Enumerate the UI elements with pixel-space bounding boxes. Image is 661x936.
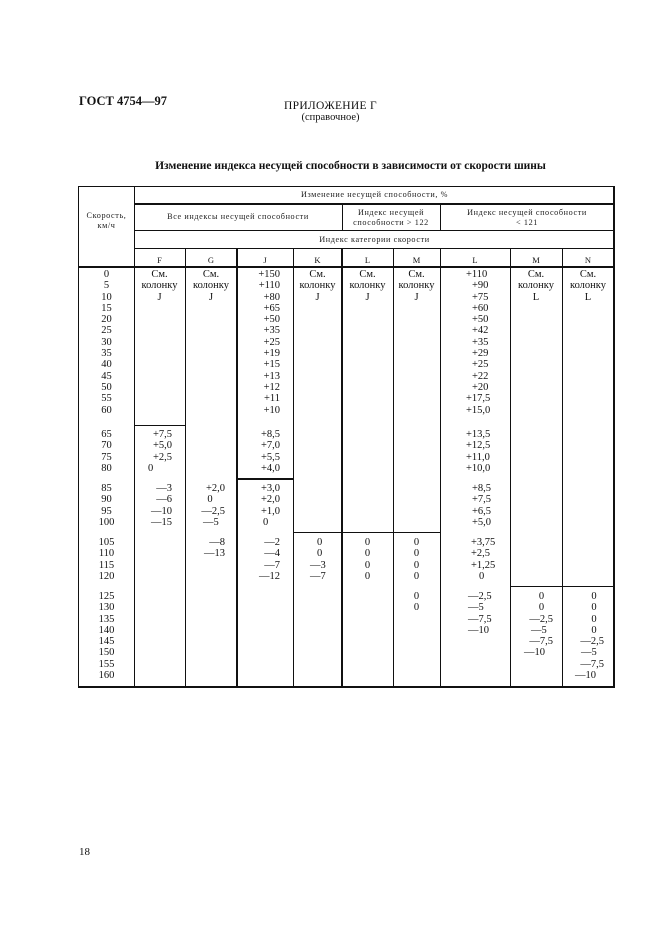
table-bottom-border <box>78 686 615 688</box>
J-col-group-1 <box>237 269 280 416</box>
data-cell: +12 <box>263 381 280 393</box>
data-cell: +2,0 <box>205 483 225 494</box>
data-cell: 0 <box>413 602 420 614</box>
data-cell: —5 <box>531 624 547 636</box>
col-header-J: J <box>263 255 267 265</box>
data-cell: —12 <box>259 570 280 582</box>
data-cell: +80 <box>263 291 280 303</box>
data-cell: +11,0 <box>466 451 490 463</box>
column-ref: J <box>414 291 419 303</box>
data-cell: —2,5 <box>201 505 225 517</box>
column-ref: J <box>208 291 214 303</box>
J-col-group-4 <box>237 537 280 582</box>
data-cell: +10,0 <box>466 462 491 474</box>
column-ref: L <box>532 291 540 303</box>
column-ref: J <box>315 291 320 303</box>
L2-col-group-3 <box>466 483 510 528</box>
group-header-gt122-line1: Индекс несущей <box>357 208 425 217</box>
group-header-lt121-line1: Индекс несущей способности <box>467 208 587 217</box>
data-cell: +8,5 <box>260 429 280 440</box>
data-cell: 0 <box>364 559 371 571</box>
speed-cell: 145 <box>98 636 115 648</box>
col-header-G: G <box>207 255 215 265</box>
data-cell: —15 <box>151 516 172 528</box>
data-cell: —2 <box>264 537 280 548</box>
data-cell: 0 <box>263 516 269 528</box>
L2-col-group-5 <box>468 591 510 636</box>
speed-cell: 10 <box>101 291 112 303</box>
col-header-F: F <box>157 255 162 265</box>
step-line-KLM <box>293 532 441 533</box>
L-col-group-4 <box>342 537 393 582</box>
F-col-group-3 <box>134 483 172 528</box>
G-col-group-4 <box>185 537 225 560</box>
speed-cell: 60 <box>101 404 112 416</box>
speed-cell: 150 <box>98 647 115 659</box>
column-label: колонку <box>141 280 178 292</box>
step-line-G <box>236 478 294 480</box>
data-cell: +12,5 <box>466 440 491 452</box>
speed-cell: 80 <box>101 462 112 474</box>
column-label: колонку <box>299 280 336 292</box>
M2-col-group-5 <box>510 591 553 659</box>
speed-col-group-5 <box>79 591 134 681</box>
speed-col-group-4 <box>79 537 134 582</box>
data-cell: 0 <box>364 537 371 548</box>
data-cell: +3,75 <box>471 537 496 548</box>
data-cell: +42 <box>472 325 489 337</box>
speed-cell: 90 <box>101 494 112 506</box>
data-cell: +65 <box>263 302 280 314</box>
K-col-group-4 <box>310 537 340 582</box>
data-cell: —5 <box>203 516 219 528</box>
document-code: ГОСТ 4754—97 <box>79 94 168 108</box>
J-col-group-3 <box>237 483 280 528</box>
data-cell: 0 <box>413 559 420 571</box>
col-header-N: N <box>584 255 592 265</box>
data-cell: —7,5 <box>529 636 553 648</box>
data-cell: —7,5 <box>580 658 604 670</box>
N-see-column-L <box>562 269 614 303</box>
data-cell: 0 <box>591 591 597 602</box>
group-header-gt122-line2: способности > 122 <box>353 218 429 227</box>
data-cell: —7 <box>310 570 326 582</box>
table-top-border <box>78 186 615 187</box>
K-see-column-J <box>293 269 342 303</box>
data-cell: +75 <box>472 291 489 303</box>
table-title: Изменение индекса несущей способности в зависимости от скорости шины <box>155 160 546 172</box>
L2-col-group-1 <box>466 269 510 416</box>
data-cell: +110 <box>466 269 488 280</box>
data-cell: —5 <box>468 602 484 614</box>
data-cell: +1,25 <box>471 559 496 571</box>
G-col-group-3 <box>185 483 225 528</box>
column-ref: J <box>157 291 162 303</box>
speed-cell: 35 <box>101 348 112 360</box>
col-header-L: L <box>364 255 371 265</box>
see-label: См. <box>579 269 597 280</box>
data-cell: +35 <box>263 325 280 337</box>
column-label: колонку <box>193 280 229 292</box>
col-header-M2: M <box>532 255 540 265</box>
data-cell: 0 <box>317 537 323 548</box>
data-cell: +8,5 <box>472 483 492 494</box>
header-divider-3 <box>134 248 615 249</box>
speed-cell: 45 <box>101 370 112 382</box>
data-cell: +19 <box>263 348 280 360</box>
speed-cell: 0 <box>103 269 110 280</box>
data-cell: —3 <box>156 483 172 494</box>
data-cell: —2,5 <box>468 591 492 602</box>
data-cell: —7,5 <box>468 613 492 625</box>
column-ref: L <box>584 291 592 303</box>
see-label: См. <box>202 269 220 280</box>
speed-cell: 75 <box>101 451 112 463</box>
page-number: 18 <box>79 846 90 858</box>
speed-category-header: Индекс категории скорости <box>319 235 430 244</box>
col-divider-J-K <box>293 248 294 688</box>
speed-cell: 160 <box>98 670 115 682</box>
F-col-group-2 <box>134 429 172 474</box>
group-header-gt122 <box>342 208 440 228</box>
data-cell: 0 <box>364 548 371 560</box>
speed-cell: 5 <box>103 280 110 292</box>
speed-cell: 130 <box>98 602 115 614</box>
data-cell: +15 <box>263 359 280 371</box>
M2-see-column-L <box>510 269 562 303</box>
group-header-all: Все индексы несущей способности <box>167 212 309 221</box>
data-cell: —13 <box>204 548 225 560</box>
data-cell: +90 <box>472 280 489 292</box>
speed-cell: 120 <box>98 570 115 582</box>
data-cell: 0 <box>479 570 485 582</box>
column-label: колонку <box>518 280 554 292</box>
speed-cell: 95 <box>101 505 112 517</box>
L-see-column-J <box>342 269 393 303</box>
speed-cell: 55 <box>101 393 112 405</box>
col-header-L2: L <box>472 255 478 265</box>
see-label: См. <box>408 269 425 280</box>
data-cell: —5 <box>581 647 597 659</box>
data-cell: —4 <box>264 548 280 560</box>
header-bottom-border <box>78 266 615 268</box>
speed-cell: 125 <box>98 591 115 602</box>
appendix-subtitle: (справочное) <box>301 112 360 123</box>
data-cell: +10 <box>263 404 280 416</box>
data-cell: +13 <box>263 370 280 382</box>
data-cell: 0 <box>538 602 545 614</box>
group-header-lt121-line2: < 121 <box>516 218 538 227</box>
data-cell: +15,0 <box>466 404 491 416</box>
col-divider-L-M <box>393 248 394 688</box>
M-col-group-5 <box>393 591 440 614</box>
step-line-M2N <box>510 586 614 587</box>
data-cell: +2,5 <box>152 451 172 463</box>
J-col-group-2 <box>237 429 280 474</box>
speed-col-group-3 <box>79 483 134 528</box>
N-col-group-5 <box>562 591 604 681</box>
data-cell: +25 <box>472 359 489 371</box>
data-cell: 0 <box>591 602 597 614</box>
see-label: См. <box>527 269 545 280</box>
data-cell: +17,5 <box>466 393 491 405</box>
data-cell: +5,0 <box>472 516 492 528</box>
speed-cell: 65 <box>101 429 112 440</box>
col-divider-M-L2 <box>440 248 441 688</box>
col-header-M: M <box>412 255 421 265</box>
data-cell: —7 <box>264 559 280 571</box>
speed-cell: 110 <box>98 548 115 560</box>
data-cell: +110 <box>258 280 280 292</box>
data-cell: —10 <box>468 624 489 636</box>
M-col-group-4 <box>393 537 440 582</box>
speed-cell: 50 <box>101 381 112 393</box>
data-cell: 0 <box>413 537 420 548</box>
speed-header <box>79 211 134 231</box>
L2-col-group-4 <box>471 537 510 582</box>
data-cell: +7,0 <box>260 440 280 452</box>
group-header-lt121 <box>440 208 614 228</box>
data-cell: 0 <box>317 548 323 560</box>
M-see-column-J <box>393 269 440 303</box>
see-label: См. <box>151 269 168 280</box>
data-cell: +5,5 <box>260 451 280 463</box>
data-cell: +22 <box>472 370 489 382</box>
data-cell: 0 <box>591 613 597 625</box>
see-label: См. <box>309 269 326 280</box>
speed-cell: 85 <box>101 483 112 494</box>
F-see-column-J <box>134 269 185 303</box>
speed-cell: 30 <box>101 336 112 348</box>
L2-col-group-2 <box>466 429 510 474</box>
data-cell: +6,5 <box>472 505 492 517</box>
data-cell: —10 <box>575 670 596 682</box>
step-line-F <box>134 425 186 426</box>
data-cell: +25 <box>263 336 280 348</box>
data-cell: +35 <box>472 336 489 348</box>
speed-cell: 155 <box>98 658 115 670</box>
data-cell: +2,5 <box>471 548 491 560</box>
data-cell: 0 <box>591 624 597 636</box>
data-cell: 0 <box>413 591 420 602</box>
data-cell: 0 <box>413 570 420 582</box>
data-cell: +3,0 <box>260 483 280 494</box>
data-cell: +11 <box>263 393 280 405</box>
column-label: колонку <box>349 280 386 292</box>
speed-header-label: Скорость, км/ч <box>86 211 127 230</box>
data-cell: +150 <box>258 269 280 280</box>
speed-cell: 140 <box>98 624 115 636</box>
data-cell: +29 <box>472 348 489 360</box>
data-cell: +20 <box>472 381 489 393</box>
appendix-title: ПРИЛОЖЕНИЕ Г <box>284 100 377 112</box>
data-cell: +7,5 <box>152 429 172 440</box>
speed-cell: 105 <box>98 537 115 548</box>
data-cell: +2,0 <box>260 494 280 506</box>
col-divider-F-G <box>185 248 186 688</box>
header-divider-1 <box>134 203 615 205</box>
col-divider-K-L <box>341 248 343 688</box>
data-cell: —6 <box>156 494 172 506</box>
G-see-column-J <box>185 269 237 303</box>
data-cell: —2,5 <box>580 636 604 648</box>
data-cell: 0 <box>148 462 154 474</box>
speed-col-group-1 <box>79 269 134 416</box>
speed-cell: 20 <box>101 314 112 326</box>
data-cell: —10 <box>524 647 545 659</box>
top-header: Изменение несущей способности, % <box>300 190 449 199</box>
speed-col-group-2 <box>79 429 134 474</box>
column-label: колонку <box>398 280 435 292</box>
see-label: См. <box>359 269 376 280</box>
speed-cell: 115 <box>98 559 115 571</box>
speed-cell: 15 <box>101 302 112 314</box>
data-cell: —8 <box>209 537 225 548</box>
column-label: колонку <box>570 280 606 292</box>
speed-cell: 25 <box>101 325 112 337</box>
speed-cell: 40 <box>101 359 112 371</box>
data-cell: 0 <box>538 591 545 602</box>
data-cell: +4,0 <box>260 462 280 474</box>
data-cell: —10 <box>151 505 172 517</box>
data-cell: +50 <box>263 314 280 326</box>
speed-cell: 100 <box>98 516 115 528</box>
data-cell: —2,5 <box>529 613 553 625</box>
data-cell: +7,5 <box>472 494 492 506</box>
data-cell: —3 <box>310 559 326 571</box>
speed-cell: 70 <box>101 440 112 452</box>
data-cell: +13,5 <box>466 429 491 440</box>
data-cell: +60 <box>472 302 489 314</box>
column-ref: J <box>365 291 370 303</box>
data-cell: 0 <box>207 494 213 506</box>
speed-cell: 135 <box>98 613 115 625</box>
data-cell: +1,0 <box>260 505 280 517</box>
data-cell: 0 <box>364 570 371 582</box>
header-divider-2 <box>134 230 615 231</box>
data-cell: +5,0 <box>152 440 172 452</box>
data-cell: +50 <box>472 314 489 326</box>
col-header-K: K <box>314 255 321 265</box>
data-cell: 0 <box>413 548 420 560</box>
